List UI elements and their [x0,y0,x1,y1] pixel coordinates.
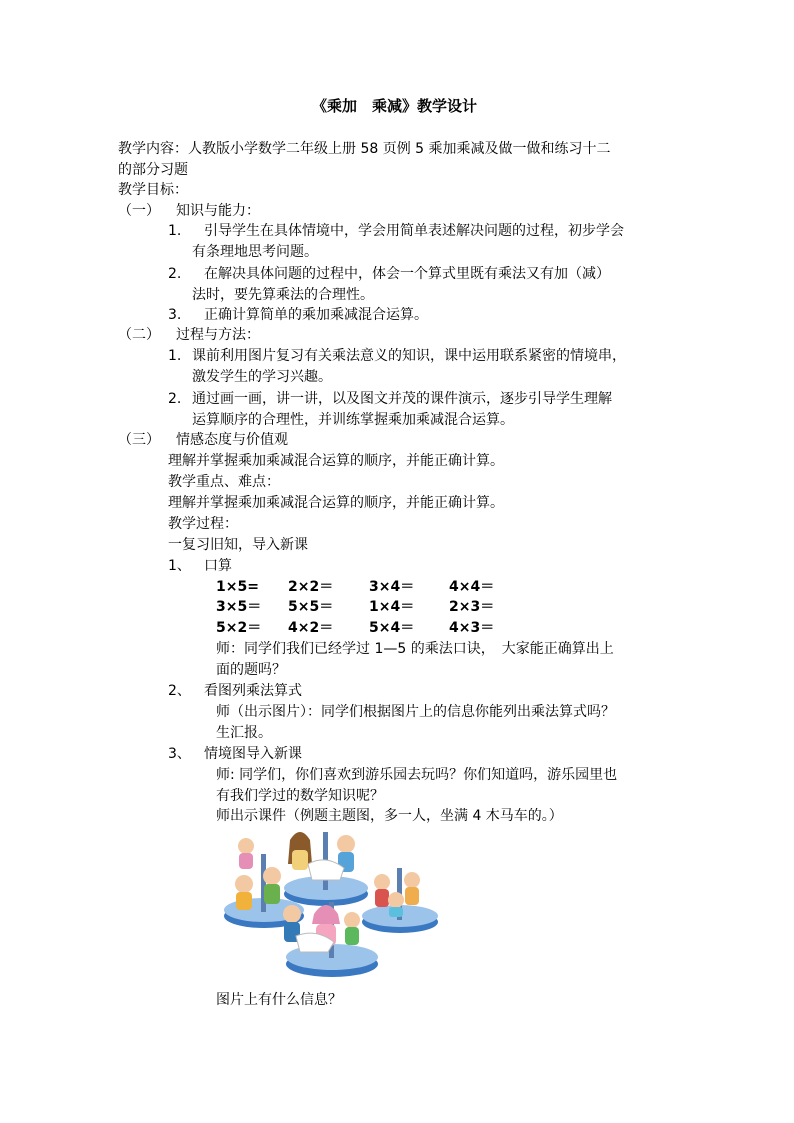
oral-r3-c1: 5×2＝ [216,620,262,636]
oral-r3-c3: 5×4＝ [369,620,415,636]
sec1-item3-num: 3. [168,307,182,323]
oral-r1-c1: 1×5= [216,579,259,595]
content-line-2: 的部分习题 [118,162,188,178]
step1-label: 口算 [204,558,232,574]
sec2-item1-line2: 激发学生的学习兴趣。 [192,369,332,385]
sec2-item1-line1: 课前利用图片复习有关乘法意义的知识，课中运用联系紧密的情境串， [192,348,626,364]
teacher1-line1: 师：同学们我们已经学过 1—5 的乘法口诀， 大家能正确算出上 [216,641,614,657]
sec2-item1-num: 1. [168,348,182,364]
key-heading: 教学重点、难点： [168,474,280,490]
sec1-item1-line1: 引导学生在具体情境中，学会用简单表述解决问题的过程，初步学会 [204,223,624,239]
student2-line: 生汇报。 [216,725,272,741]
teacher2-line: 师（出示图片）：同学们根据图片上的信息你能列出乘法算式吗？ [216,704,615,720]
sec1-item2-line2: 法时，要先算乘法的合理性。 [192,287,374,303]
teacher1-line2: 面的题吗？ [216,662,286,678]
oral-r2-c1: 3×5＝ [216,599,262,615]
step1-num: 1、 [168,558,191,574]
sec1-label: 知识与能力： [176,203,260,219]
sec1-item1-line2: 有条理地思考问题。 [192,244,318,260]
page-title: 《乘加 乘减》教学设计 [312,97,478,115]
teacher3-line2: 有我们学过的数学知识呢？ [216,788,384,804]
picture-question: 图片上有什么信息？ [216,992,342,1008]
content-line-1: 教学内容：人教版小学数学二年级上册 58 页例 5 乘加乘减及做一做和练习十二 [118,141,611,157]
oral-r2-c3: 1×4＝ [369,599,415,615]
sec2-num: （二） [118,327,160,343]
oral-r1-c2: 2×2＝ [288,579,334,595]
step2-label: 看图列乘法算式 [204,683,302,699]
step2-num: 2、 [168,683,191,699]
step3-label: 情境图导入新课 [204,746,302,762]
sec1-item1-num: 1. [168,223,182,239]
sec3-label: 情感态度与价值观 [176,432,288,448]
oral-r2-c4: 2×3＝ [449,599,495,615]
oral-r2-c2: 5×5＝ [288,599,334,615]
teacher3-line3: 师出示课件（例题主题图，多一人，坐满 4 木马车的。） [216,808,563,824]
sec1-item2-num: 2. [168,266,182,282]
carousel-illustration [216,824,442,982]
sec1-item3-line1: 正确计算简单的乘加乘减混合运算。 [204,307,428,323]
oral-r1-c4: 4×4＝ [449,579,495,595]
sec1-item2-line1: 在解决具体问题的过程中，体会一个算式里既有乘法又有加（减） [204,266,610,282]
oral-r1-c3: 3×4＝ [369,579,415,595]
oral-r3-c2: 4×2＝ [288,620,334,636]
process-heading: 教学过程： [168,516,238,532]
key-text: 理解并掌握乘加乘减混合运算的顺序，并能正确计算。 [168,495,504,511]
sec3-num: （三） [118,432,160,448]
sec2-item2-num: 2. [168,391,182,407]
sec1-num: （一） [118,203,160,219]
teacher3-line1: 师: 同学们，你们喜欢到游乐园去玩吗？你们知道吗，游乐园里也 [216,767,618,783]
sec2-item2-line2: 运算顺序的合理性，并训练掌握乘加乘减混合运算。 [192,412,514,428]
goals-heading: 教学目标： [118,182,188,198]
part1-heading: 一复习旧知，导入新课 [168,537,308,553]
sec3-text: 理解并掌握乘加乘减混合运算的顺序，并能正确计算。 [168,453,504,469]
sec2-item2-line1: 通过画一画，讲一讲，以及图文并茂的课件演示，逐步引导学生理解 [192,391,612,407]
sec2-label: 过程与方法： [176,327,260,343]
oral-r3-c4: 4×3＝ [449,620,495,636]
step3-num: 3、 [168,746,191,762]
